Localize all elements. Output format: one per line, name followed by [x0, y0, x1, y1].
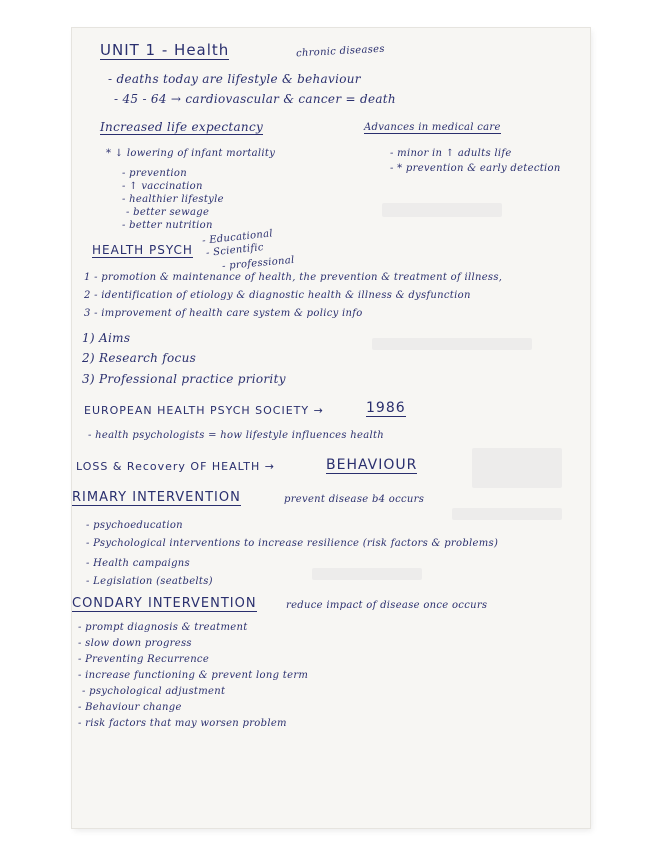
list-item: 3) Professional practice priority — [82, 372, 286, 386]
section-heading: CONDARY INTERVENTION — [72, 596, 257, 611]
note-line: - professional — [221, 254, 296, 273]
section-heading: EUROPEAN HEALTH PSYCH SOCIETY → — [84, 404, 324, 417]
bleed-through-mark — [472, 448, 562, 488]
year-highlight: 1986 — [366, 400, 406, 416]
section-heading: Increased life expectancy — [100, 120, 264, 134]
list-item: - psychological adjustment — [82, 686, 226, 697]
page-title: UNIT 1 - Health — [100, 41, 230, 59]
note-line: - Educational — [201, 228, 274, 247]
list-item: - increase functioning & prevent long term — [78, 670, 309, 681]
list-item: 1) Aims — [82, 331, 131, 345]
list-item: - slow down progress — [78, 638, 192, 649]
note-line: - minor in ↑ adults life — [390, 148, 512, 159]
note-line: - better nutrition — [122, 220, 213, 231]
list-item: - prompt diagnosis & treatment — [78, 622, 248, 633]
numbered-point: 3 - improvement of health care system & policy info — [84, 308, 363, 319]
section-heading: RIMARY INTERVENTION — [72, 490, 241, 505]
list-item: - Preventing Recurrence — [78, 654, 210, 665]
list-item: - Psychological interventions to increase resilience (risk factors & problems) — [86, 538, 499, 549]
list-item: - Legislation (seatbelts) — [86, 576, 213, 587]
side-note: prevent disease b4 occurs — [284, 494, 425, 505]
note-line: - 45 - 64 → cardiovascular & cancer = death — [114, 92, 396, 106]
numbered-point: 2 - identification of etiology & diagnostic health & illness & dysfunction — [84, 290, 471, 301]
numbered-point: 1 - promotion & maintenance of health, the prevention & treatment of illness, — [84, 272, 503, 283]
list-item: 2) Research focus — [82, 351, 197, 365]
list-item: - Health campaigns — [86, 558, 190, 569]
notebook-page — [72, 28, 590, 828]
note-line: - healthier lifestyle — [122, 194, 224, 205]
note-line: - prevention — [122, 168, 187, 179]
bleed-through-mark — [382, 203, 502, 217]
note-line: - * prevention & early detection — [390, 163, 561, 174]
note-line: - Scientific — [205, 242, 265, 259]
list-item: - psychoeducation — [86, 520, 183, 531]
section-heading: LOSS & Recovery OF HEALTH → — [76, 460, 275, 473]
note-line: - better sewage — [126, 207, 210, 218]
title-side-note: chronic diseases — [295, 43, 386, 60]
bleed-through-mark — [312, 568, 422, 580]
keyword-highlight: BEHAVIOUR — [326, 457, 418, 473]
section-heading: Advances in medical care — [364, 122, 501, 133]
side-note: reduce impact of disease once occurs — [286, 600, 488, 611]
bleed-through-mark — [452, 508, 562, 520]
section-heading: HEALTH PSYCH — [92, 243, 193, 257]
note-line: - health psychologists = how lifestyle influences health — [88, 430, 385, 441]
bleed-through-mark — [372, 338, 532, 350]
note-line: - ↑ vaccination — [122, 181, 203, 192]
note-line: * ↓ lowering of infant mortality — [106, 148, 276, 159]
list-item: - risk factors that may worsen problem — [78, 718, 287, 729]
list-item: - Behaviour change — [78, 702, 182, 713]
note-line: - deaths today are lifestyle & behaviour — [108, 72, 361, 86]
